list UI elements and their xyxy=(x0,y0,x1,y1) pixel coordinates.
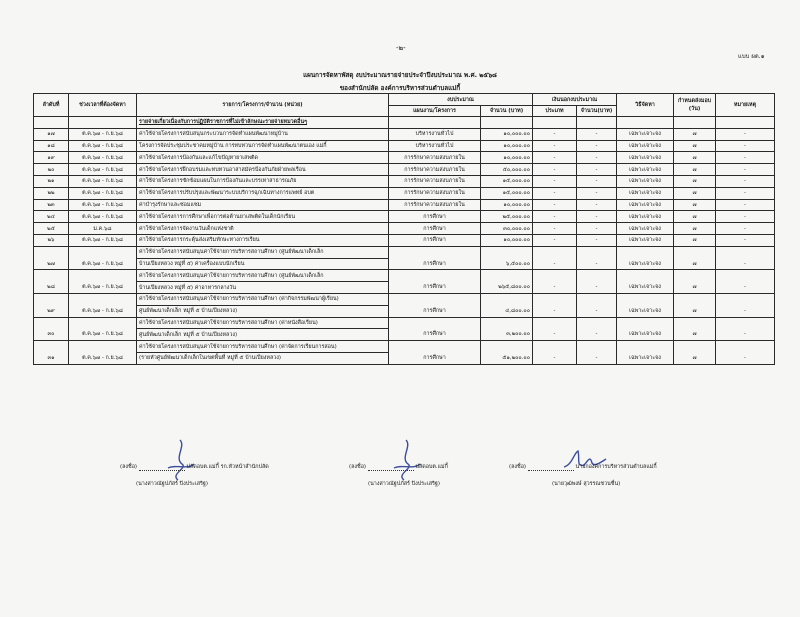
row-note: - xyxy=(716,140,775,152)
row-amount: ๖,๕๐๐.๐๐ xyxy=(481,258,533,270)
row-method: เฉพาะเจาะจง xyxy=(617,234,674,246)
row-off-type: - xyxy=(533,223,577,235)
row-period: ต.ค.๖๗ - ก.ย.๖๘ xyxy=(69,187,137,199)
table-body xyxy=(34,117,775,365)
row-deadline: ๗ xyxy=(674,305,716,317)
row-seq: ๒๗ xyxy=(34,258,69,270)
row-deadline: ๗ xyxy=(674,234,716,246)
row-plan: การศึกษา xyxy=(389,282,481,294)
row-deadline: ๗ xyxy=(674,128,716,140)
row-deadline: ๗ xyxy=(674,187,716,199)
row-deadline: ๗ xyxy=(674,282,716,294)
row-off-amount: - xyxy=(577,211,617,223)
row-amount: ๓๐,๐๐๐.๐๐ xyxy=(481,223,533,235)
row-deadline: ๗ xyxy=(674,352,716,364)
row-amount: ๑๕,๐๐๐.๐๐ xyxy=(481,187,533,199)
row-off-type: - xyxy=(533,305,577,317)
row-deadline: ๗ xyxy=(674,199,716,211)
row-period: ต.ค.๖๗ - ก.ย.๖๘ xyxy=(69,128,137,140)
row-period: ต.ค.๖๗ - ก.ย.๖๘ xyxy=(69,329,137,341)
table-row xyxy=(34,187,775,199)
row-plan: บริหารงานทั่วไป xyxy=(389,140,481,152)
row-period: ต.ค.๖๗ - ก.ย.๖๘ xyxy=(69,352,137,364)
row-seq: ๒๓ xyxy=(34,199,69,211)
row-amount: ๑๐,๐๐๐.๐๐ xyxy=(481,199,533,211)
row-off-type: - xyxy=(533,352,577,364)
row-note: - xyxy=(716,187,775,199)
row-deadline: ๗ xyxy=(674,175,716,187)
section-row xyxy=(34,117,775,129)
row-item: ศูนย์พัฒนาเด็กเล็ก หมู่ที่ ๕ บ้านเปียงหลวง) xyxy=(137,329,389,341)
row-method: เฉพาะเจาะจง xyxy=(617,258,674,270)
row-item: ค่าใช้จ่ายโครงการป้องกันและแก้ไขปัญหายาเสพติด xyxy=(137,152,389,164)
row-method: เฉพาะเจาะจง xyxy=(617,305,674,317)
row-deadline: ๗ xyxy=(674,140,716,152)
page-number: -๒- xyxy=(396,44,406,52)
row-item: โครงการจัดประชุมประชาคมหมู่บ้าน การทบทวนการจัดทำแผนพัฒนาตนเอง แม่กี้ xyxy=(137,140,389,152)
table-row xyxy=(34,152,775,164)
row-note: - xyxy=(716,152,775,164)
header-budget: งบประมาณ xyxy=(389,94,533,106)
row-note: - xyxy=(716,164,775,176)
row-seq: ๑๙ xyxy=(34,152,69,164)
row-amount: ๑๕,๐๐๐.๐๐ xyxy=(481,175,533,187)
row-note: - xyxy=(716,234,775,246)
row-amount: ๒๕,๐๐๐.๐๐ xyxy=(481,211,533,223)
row-off-type: - xyxy=(533,282,577,294)
row-period: ต.ค.๖๗ - ก.ย.๖๘ xyxy=(69,234,137,246)
row-note: - xyxy=(716,282,775,294)
row-plan: การรักษาความสงบภายใน xyxy=(389,175,481,187)
table-row-continued xyxy=(34,305,775,317)
row-off-amount: - xyxy=(577,199,617,211)
header-budget-amount: จำนวน (บาท) xyxy=(481,106,533,117)
row-off-amount: - xyxy=(577,140,617,152)
row-item: ค่าใช้จ่ายโครงการจัดงานวันเด็กแห่งชาติ xyxy=(137,223,389,235)
row-seq: ๓๑ xyxy=(34,352,69,364)
header-off-budget: เงินนอกงบประมาณ xyxy=(533,94,617,106)
row-method: เฉพาะเจาะจง xyxy=(617,329,674,341)
row-item: ค่าใช้จ่ายโครงการซักซ้อมแผนในการป้องกันและบรรเทาสาธารณภัย xyxy=(137,175,389,187)
table-row xyxy=(34,140,775,152)
row-item: ค่าใช้จ่ายโครงการสนับสนุนค่าใช้จ่ายการบริหารสถานศึกษา (ค่าจัดการเรียนการสอน) xyxy=(137,341,389,353)
row-deadline: ๗ xyxy=(674,211,716,223)
row-period: ม.ค.๖๘ xyxy=(69,223,137,235)
signer-name-3: (นายวุฒิพงษ์ สุวรรณชวนชื่น) xyxy=(552,481,621,487)
row-seq: ๑๘ xyxy=(34,140,69,152)
table-row xyxy=(34,128,775,140)
row-item: (รายหัวศูนย์พัฒนาเด็กเล็กในเขตพื้นที่ หมู่ที่ ๕ บ้านเปียงหลวง) xyxy=(137,352,389,364)
row-note: - xyxy=(716,199,775,211)
row-off-amount: - xyxy=(577,152,617,164)
header-note: หมายเหตุ xyxy=(716,94,775,117)
table-row xyxy=(34,164,775,176)
form-code: แบบ ผด.๑ xyxy=(738,53,765,60)
row-plan: การศึกษา xyxy=(389,329,481,341)
row-off-amount: - xyxy=(577,282,617,294)
row-off-amount: - xyxy=(577,258,617,270)
row-item: บ้านเปียงหลวง หมู่ที่ ๕) ค่าอาหารกลางวัน xyxy=(137,282,389,294)
row-method: เฉพาะเจาะจง xyxy=(617,140,674,152)
row-deadline: ๗ xyxy=(674,223,716,235)
signer-name-2: (นางสาวณัฐปภัสร์ ปิงประเสริฐ) xyxy=(368,481,441,487)
row-plan: การรักษาความสงบภายใน xyxy=(389,187,481,199)
row-item: ค่าใช้จ่ายโครงการปรับปรุงและพัฒนาระบบบริการฉุกเฉินทางการแพทย์ อบต xyxy=(137,187,389,199)
row-off-type: - xyxy=(533,175,577,187)
row-off-amount: - xyxy=(577,305,617,317)
row-off-type: - xyxy=(533,199,577,211)
row-off-type: - xyxy=(533,234,577,246)
row-method: เฉพาะเจาะจง xyxy=(617,164,674,176)
row-item: ค่าใช้จ่ายโครงการกระตุ้นส่งเสริมทักษะทางการเรียน xyxy=(137,234,389,246)
row-note: - xyxy=(716,352,775,364)
table-row xyxy=(34,270,775,282)
header-period: ช่วงเวลาที่ต้องจัดหา xyxy=(69,94,137,117)
row-seq: ๒๖ xyxy=(34,234,69,246)
row-period: ต.ค.๖๗ - ก.ย.๖๘ xyxy=(69,211,137,223)
row-item: บ้านเปียงหลวง หมู่ที่ ๕) ค่าเครื่องแบบนักเรียน xyxy=(137,258,389,270)
row-method: เฉพาะเจาะจง xyxy=(617,199,674,211)
row-method: เฉพาะเจาะจง xyxy=(617,187,674,199)
row-period: ต.ค.๖๗ - ก.ย.๖๘ xyxy=(69,305,137,317)
row-off-type: - xyxy=(533,140,577,152)
row-note: - xyxy=(716,175,775,187)
row-off-amount: - xyxy=(577,234,617,246)
row-item: ค่าบำรุงรักษาและซ่อมแซม xyxy=(137,199,389,211)
row-off-amount: - xyxy=(577,352,617,364)
row-seq: ๒๘ xyxy=(34,282,69,294)
table-row xyxy=(34,199,775,211)
row-amount: ๑๐,๐๐๐.๐๐ xyxy=(481,152,533,164)
row-item: ค่าใช้จ่ายโครงการสนับสนุนค่าใช้จ่ายการบริหารสถานศึกษา (ค่ากิจกรรมพัฒนาผู้เรียน) xyxy=(137,293,389,305)
row-seq: ๒๐ xyxy=(34,164,69,176)
row-amount: ๔,๘๐๐.๐๐ xyxy=(481,305,533,317)
row-item: ค่าใช้จ่ายโครงการสนับสนุนค่าใช้จ่ายการบริหารสถานศึกษา (ศูนย์พัฒนาเด็กเล็ก xyxy=(137,270,389,282)
row-item: ค่าใช้จ่ายโครงการสนับสนุนค่าใช้จ่ายการบริหารสถานศึกษา (ศูนย์พัฒนาเด็กเล็ก xyxy=(137,246,389,258)
signature-mark-2 xyxy=(386,434,426,484)
signature-block-1: (ลงชื่อ) ปลัดอบต.แม่กี้ รก.หัวหน้าสำนักปลัด xyxy=(120,464,269,470)
row-plan: การรักษาความสงบภายใน xyxy=(389,199,481,211)
row-deadline: ๗ xyxy=(674,258,716,270)
row-method: เฉพาะเจาะจง xyxy=(617,152,674,164)
row-deadline: ๗ xyxy=(674,152,716,164)
table-header-row xyxy=(34,94,775,106)
row-note: - xyxy=(716,128,775,140)
header-budget-plan: แผนงาน/โครงการ xyxy=(389,106,481,117)
header-seq: ลำดับที่ xyxy=(34,94,69,117)
signature-block-2: (ลงชื่อ) ปลัดอบต.แม่กี้ xyxy=(349,464,448,470)
row-off-amount: - xyxy=(577,164,617,176)
row-period: ต.ค.๖๗ - ก.ย.๖๘ xyxy=(69,258,137,270)
row-seq: ๒๔ xyxy=(34,211,69,223)
row-off-amount: - xyxy=(577,329,617,341)
row-off-type: - xyxy=(533,152,577,164)
row-method: เฉพาะเจาะจง xyxy=(617,282,674,294)
row-plan: การศึกษา xyxy=(389,352,481,364)
row-period: ต.ค.๖๗ - ก.ย.๖๘ xyxy=(69,140,137,152)
row-method: เฉพาะเจาะจง xyxy=(617,211,674,223)
row-note: - xyxy=(716,258,775,270)
row-amount: ๑๐,๐๐๐.๐๐ xyxy=(481,234,533,246)
row-seq: ๑๗ xyxy=(34,128,69,140)
table-row xyxy=(34,293,775,305)
procurement-plan-table xyxy=(33,93,775,365)
row-off-amount: - xyxy=(577,128,617,140)
table-row xyxy=(34,211,775,223)
row-plan: การรักษาความสงบภายใน xyxy=(389,152,481,164)
row-item: ศูนย์พัฒนาเด็กเล็ก หมู่ที่ ๕ บ้านเปียงหลวง) xyxy=(137,305,389,317)
header-off-amount: จำนวน(บาท) xyxy=(577,106,617,117)
signature-mark-1 xyxy=(160,434,200,484)
row-off-type: - xyxy=(533,187,577,199)
header-method: วิธีจัดหา xyxy=(617,94,674,117)
row-deadline: ๗ xyxy=(674,329,716,341)
row-plan: การศึกษา xyxy=(389,258,481,270)
row-method: เฉพาะเจาะจง xyxy=(617,223,674,235)
row-amount: ๕๑,๒๐๐.๐๐ xyxy=(481,352,533,364)
table-row-continued xyxy=(34,282,775,294)
table-row xyxy=(34,246,775,258)
row-amount: ๑๐,๐๐๐.๐๐ xyxy=(481,128,533,140)
row-amount: ๓,๒๐๐.๐๐ xyxy=(481,329,533,341)
row-off-type: - xyxy=(533,258,577,270)
header-item: รายการ/โครงการ/จำนวน (หน่วย) xyxy=(137,94,389,117)
row-seq: ๒๙ xyxy=(34,305,69,317)
section-title: รายจ่ายเกี่ยวเนื่องกับการปฏิบัติราชการที่ไม่เข้าลักษณะรายจ่ายหมวดอื่นๆ xyxy=(137,117,389,129)
table-row-continued xyxy=(34,258,775,270)
row-off-amount: - xyxy=(577,223,617,235)
row-method: เฉพาะเจาะจง xyxy=(617,352,674,364)
table-row xyxy=(34,341,775,353)
row-amount: ๕๐,๐๐๐.๐๐ xyxy=(481,164,533,176)
row-item: ค่าใช้จ่ายโครงการการศึกษาเพื่อการต่อต้านยาเสพติดในเด็กนักเรียน xyxy=(137,211,389,223)
document-subtitle: ของสำนักปลัด องค์การบริหารส่วนตำบลแม่กี้ xyxy=(339,85,461,92)
row-method: เฉพาะเจาะจง xyxy=(617,175,674,187)
signature-block-3: (ลงชื่อ) นายกองค์การบริหารส่วนตำบลแม่กี้ xyxy=(509,464,657,470)
row-seq: ๒๕ xyxy=(34,223,69,235)
header-off-type: ประเภท xyxy=(533,106,577,117)
row-amount: ๒๖๕,๘๐๐.๐๐ xyxy=(481,282,533,294)
row-period: ต.ค.๖๗ - ก.ย.๖๘ xyxy=(69,282,137,294)
row-period: ต.ค.๖๗ - ก.ย.๖๘ xyxy=(69,175,137,187)
header-deadline: กำหนดส่งมอบ (วัน) xyxy=(674,94,716,117)
row-period: ต.ค.๖๗ - ก.ย.๖๘ xyxy=(69,152,137,164)
signer-name-1: (นางสาวณัฐปภัสร์ ปิงประเสริฐ) xyxy=(136,481,209,487)
row-plan: การศึกษา xyxy=(389,305,481,317)
row-period: ต.ค.๖๗ - ก.ย.๖๘ xyxy=(69,164,137,176)
row-off-type: - xyxy=(533,211,577,223)
document-title: แผนการจัดหาพัสดุ งบประมาณรายจ่ายประจำปีงบประมาณ พ.ศ. ๒๕๖๘ xyxy=(303,72,497,79)
table-row xyxy=(34,317,775,329)
row-deadline: ๗ xyxy=(674,164,716,176)
row-plan: การศึกษา xyxy=(389,223,481,235)
row-plan: การศึกษา xyxy=(389,234,481,246)
row-plan: บริหารงานทั่วไป xyxy=(389,128,481,140)
row-note: - xyxy=(716,223,775,235)
row-off-amount: - xyxy=(577,175,617,187)
row-off-type: - xyxy=(533,164,577,176)
row-method: เฉพาะเจาะจง xyxy=(617,128,674,140)
row-seq: ๓๐ xyxy=(34,329,69,341)
row-note: - xyxy=(716,329,775,341)
table-row xyxy=(34,234,775,246)
row-seq: ๒๒ xyxy=(34,187,69,199)
row-plan: การศึกษา xyxy=(389,211,481,223)
row-note: - xyxy=(716,305,775,317)
row-seq: ๒๑ xyxy=(34,175,69,187)
table-row xyxy=(34,223,775,235)
row-item: ค่าใช้จ่ายโครงการฝึกอบรมและทบทวนอาสาสมัครป้องกันภัยฝ่ายพลเรือน xyxy=(137,164,389,176)
row-off-amount: - xyxy=(577,187,617,199)
table-row-continued xyxy=(34,329,775,341)
row-amount: ๑๐,๐๐๐.๐๐ xyxy=(481,140,533,152)
table-row-continued xyxy=(34,352,775,364)
row-period: ต.ค.๖๗ - ก.ย.๖๘ xyxy=(69,199,137,211)
row-item: ค่าใช้จ่ายโครงการสนับสนุนกระบวนการจัดทำแผนพัฒนาหมู่บ้าน xyxy=(137,128,389,140)
row-off-type: - xyxy=(533,128,577,140)
row-plan: การรักษาความสงบภายใน xyxy=(389,164,481,176)
row-off-type: - xyxy=(533,329,577,341)
row-note: - xyxy=(716,211,775,223)
row-item: ค่าใช้จ่ายโครงการสนับสนุนค่าใช้จ่ายการบริหารสถานศึกษา (ค่าหนังสือเรียน) xyxy=(137,317,389,329)
table-row xyxy=(34,175,775,187)
